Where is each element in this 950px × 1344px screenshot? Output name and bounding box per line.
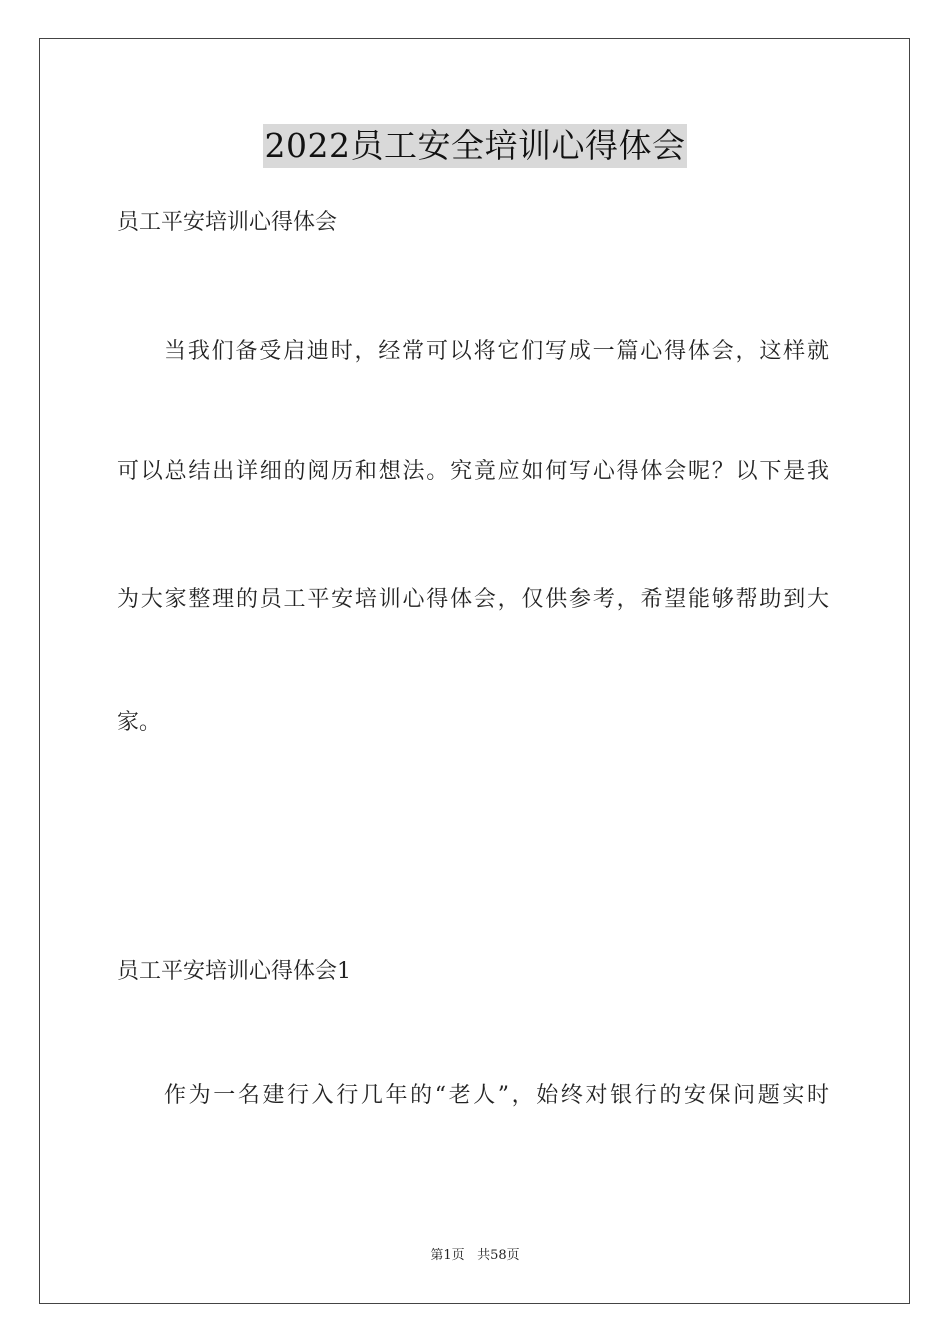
intro-line-1: 当我们备受启迪时，经常可以将它们写成一篇心得体会，这样就 [164, 339, 829, 364]
page-footer [0, 1247, 950, 1265]
intro-line-2: 可以总结出详细的阅历和想法。究竟应如何写心得体会呢？以下是我 [117, 459, 829, 484]
page-number-current: 第1页 [430, 1248, 465, 1263]
intro-line-3: 为大家整理的员工平安培训心得体会，仅供参考，希望能够帮助到大 [117, 587, 829, 612]
document-title: 2022员工安全培训心得体会 [263, 124, 688, 168]
section-first-line: 作为一名建行入行几年的“老人”，始终对银行的安保问题实时 [164, 1083, 829, 1108]
section-heading: 员工平安培训心得体会1 [117, 959, 351, 984]
document-subtitle: 员工平安培训心得体会 [117, 210, 338, 235]
page-number-total: 共58页 [477, 1248, 520, 1263]
document-title-wrap [0, 124, 950, 168]
intro-line-4: 家。 [117, 710, 162, 735]
